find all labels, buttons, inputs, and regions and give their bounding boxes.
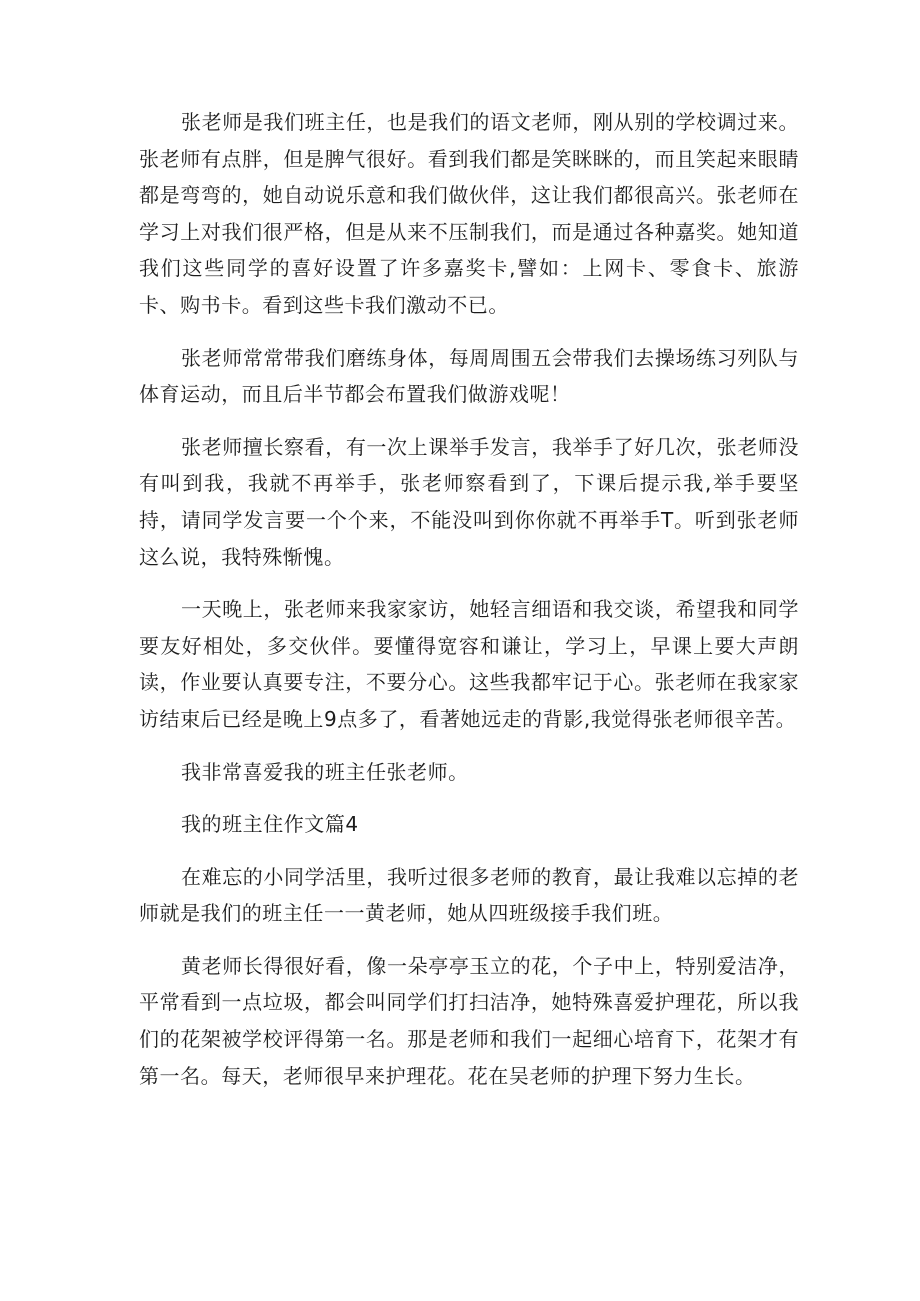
- document-body: [139, 104, 799, 1110]
- paragraph-1: 张老师是我们班主任，也是我们的语文老师，刚从别的学校调过来。张老师有点胖，但是脾气很好。看到我们都是笑眯眯的，而且笑起来眼睛都是弯弯的，她自动说乐意和我们做伙伴，这让我们都很高兴。张老师在学习上对我们很严格，但是从来不压制我们，而是通过各种嘉奖。她知道我们这些同学的喜好设置了许多嘉奖卡,譬如：上网卡、零食卡、旅游卡、购书卡。看到这些卡我们激动不已。: [139, 110, 799, 317]
- paragraph-3: 张老师擅长察看，有一次上课举手发言，我举手了好几次，张老师没有叫到我，我就不再举手，张老师察看到了，下课后提示我,举手要坚持，请同学发言要一个个来，不能没叫到你你就不再举手T。听到张老师这么说，我特殊惭愧。: [139, 434, 799, 569]
- section-heading: 我的班主住作文篇4: [181, 812, 359, 837]
- paragraph-5: 我非常喜爱我的班主任张老师。: [181, 759, 469, 784]
- paragraph-6: 在难忘的小同学活里，我听过很多老师的教育，最让我难以忘掉的老师就是我们的班主任一一黄老师，她从四班级接手我们班。: [139, 864, 799, 926]
- paragraph-2: 张老师常常带我们磨练身体，每周周围五会带我们去操场练习列队与体育运动，而且后半节都会布置我们做游戏呢！: [139, 345, 799, 407]
- paragraph-4: 一天晚上，张老师来我家家访，她轻言细语和我交谈，希望我和同学要友好相处，多交伙伴。要懂得宽容和谦让，学习上，早课上要大声朗读，作业要认真要专注，不要分心。这些我都牢记于心。张老师在我家家访结束后已经是晚上9点多了，看著她远走的背影,我觉得张老师很辛苦。: [139, 597, 799, 731]
- paragraph-7: 黄老师长得很好看，像一朵亭亭玉立的花，个子中上，特别爱洁净，平常看到一点垃圾，都会叫同学们打扫洁净，她特殊喜爱护理花，所以我们的花架被学校评得第一名。那是老师和我们一起细心培育下，花架才有第一名。每天，老师很早来护理花。花在吴老师的护理下努力生长。: [139, 953, 799, 1088]
